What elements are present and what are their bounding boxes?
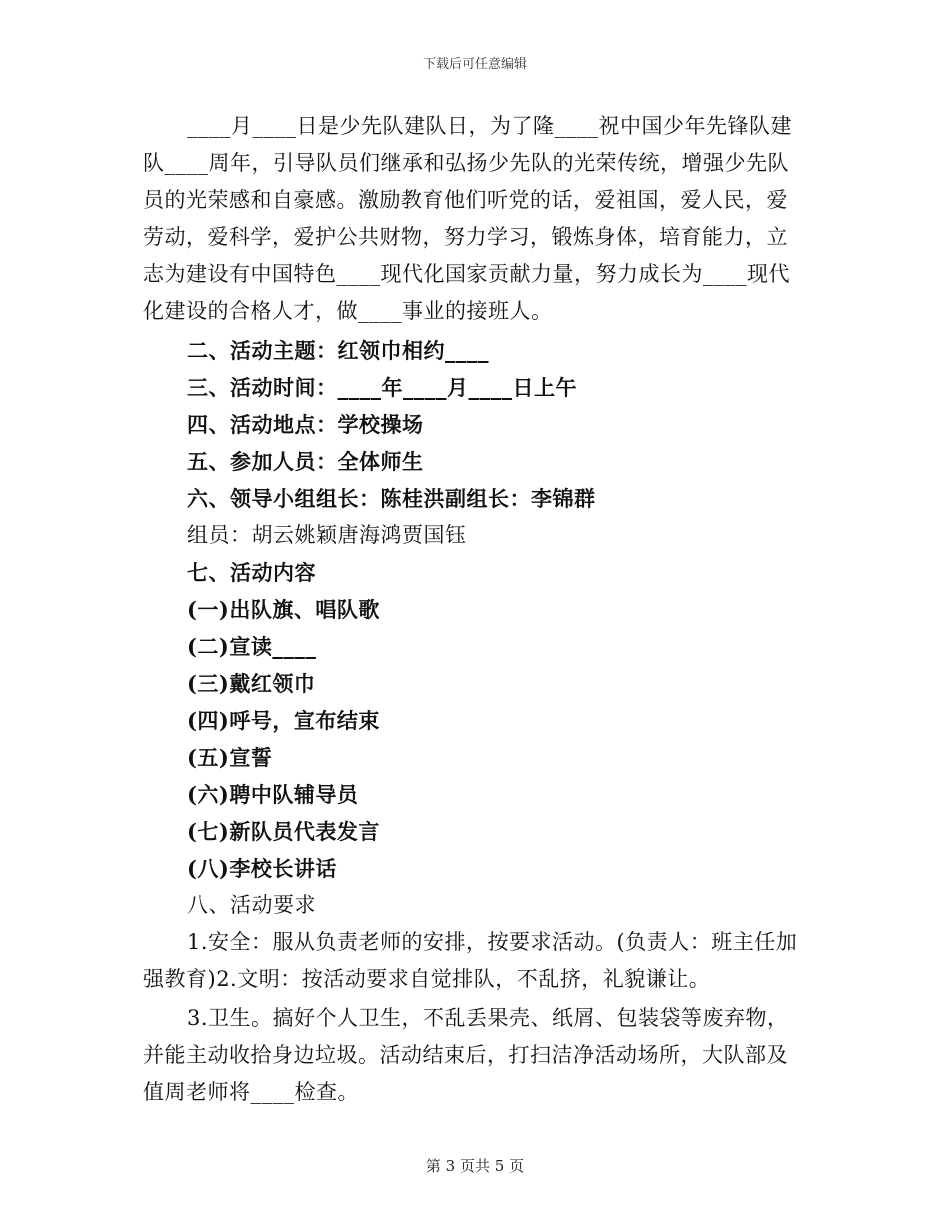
content-item: (四)呼号，宣布结束 bbox=[187, 708, 380, 733]
page-header: 下载后可任意编辑 bbox=[422, 57, 527, 72]
content-item: (一)出队旗、唱队歌 bbox=[187, 597, 380, 622]
content-item: (八)李校长讲话 bbox=[187, 856, 337, 881]
section-leaders: 六、领导小组组长：陈桂洪副组长：李锦群 bbox=[187, 486, 596, 511]
section-content-title: 七、活动内容 bbox=[187, 560, 316, 585]
content-item: (二)宣读____ bbox=[187, 634, 317, 659]
content-item: (三)戴红领巾 bbox=[187, 671, 316, 696]
content-item: (七)新队员代表发言 bbox=[187, 819, 380, 844]
section-requirements-title: 八、活动要求 bbox=[187, 893, 316, 917]
requirement-3: 3.卫生。搞好个人卫生，不乱丢果壳、纸屑、包装袋等废弃物，并能主动收拾身边垃圾。活动结束后，打扫洁净活动场所，大队部及值周老师将____检查。 bbox=[143, 1006, 789, 1104]
content-item: (六)聘中队辅导员 bbox=[187, 782, 359, 807]
requirement-1-2: 1.安全：服从负责老师的安排，按要求活动。(负责人：班主任加强教育)2.文明：按活动要求自觉排队，不乱挤，礼貌谦让。 bbox=[143, 930, 798, 991]
page-footer: 第 3 页共 5 页 bbox=[425, 1157, 525, 1175]
intro-paragraph: ____月____日是少先队建队日，为了隆____祝中国少年先锋队建队____周年，引导队员们继承和弘扬少先队的光荣传统，增强少先队员的光荣感和自豪感。激励教育他们听党的话，爱祖国，爱人民，爱劳动，爱科学，爱护公共财物，努力学习，锻炼身体，培育能力，立志为建设有中国特色____现代化国家贡献力量，努力成长为____现代化建设的合格人才，做____事业的接班人。 bbox=[143, 114, 792, 323]
content-item: (五)宣誓 bbox=[187, 745, 273, 770]
section-place: 四、活动地点：学校操场 bbox=[187, 412, 424, 437]
section-time: 三、活动时间：____年____月____日上午 bbox=[187, 375, 577, 400]
section-participants: 五、参加人员：全体师生 bbox=[187, 449, 424, 474]
section-theme: 二、活动主题：红领巾相约____ bbox=[187, 338, 489, 363]
section-members: 组员：胡云姚颖唐海鸿贾国钰 bbox=[187, 523, 467, 547]
document-body bbox=[143, 108, 803, 1113]
